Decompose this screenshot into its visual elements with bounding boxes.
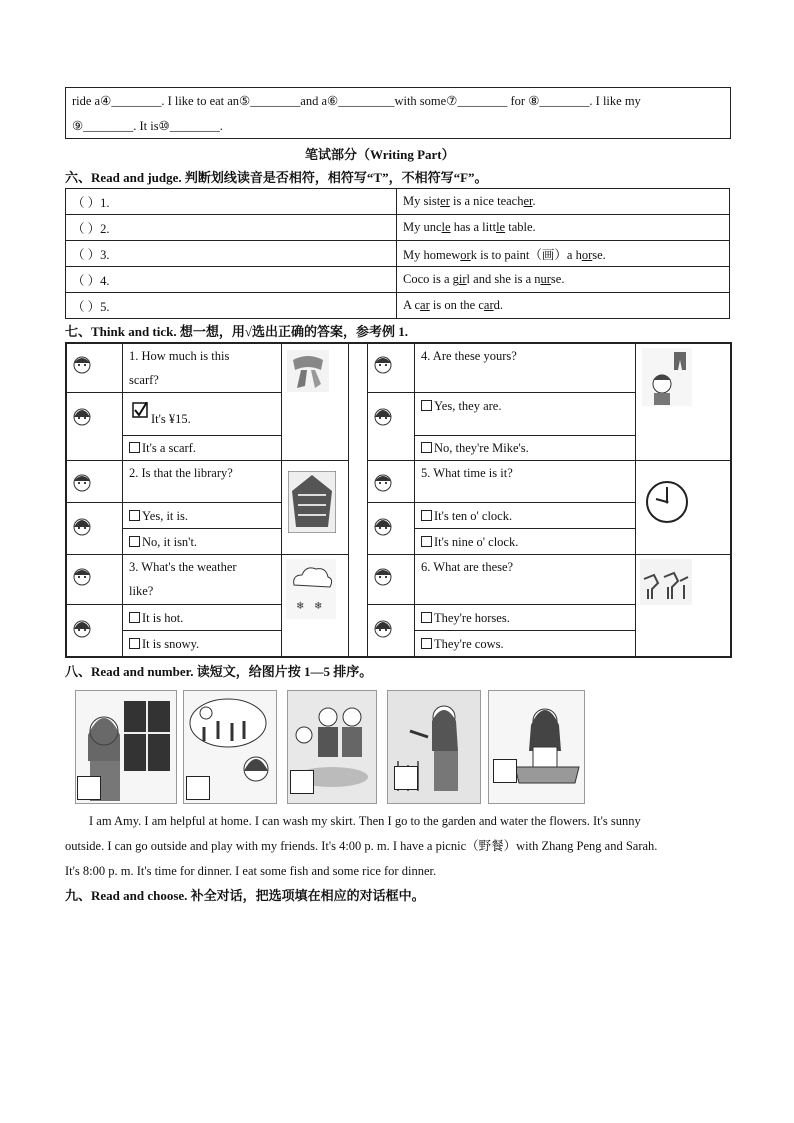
question-text: 1. How much is this xyxy=(129,349,230,363)
scarf-picture xyxy=(287,350,329,392)
checkbox-icon[interactable] xyxy=(421,612,432,623)
checkbox-icon[interactable] xyxy=(421,536,432,547)
library-picture xyxy=(288,471,336,533)
reading-passage xyxy=(65,809,730,884)
question-text: 6. What are these? xyxy=(421,560,514,574)
question-text: 5. What time is it? xyxy=(421,466,513,480)
answer-cell[interactable] xyxy=(122,392,282,436)
picture-panel-washing xyxy=(488,690,585,804)
svg-text:❄: ❄ xyxy=(314,601,323,612)
listening-line-2: ⑨________. It is⑩________. xyxy=(72,119,223,133)
washing-skirt-picture xyxy=(489,691,584,803)
clock-picture xyxy=(644,479,690,525)
question-text-cont: like? xyxy=(129,584,154,598)
answer-text: They're horses. xyxy=(434,611,510,625)
table-row xyxy=(66,189,730,215)
number-box-3[interactable] xyxy=(290,770,314,794)
picture-cell xyxy=(635,554,731,657)
checked-box-icon[interactable] xyxy=(132,402,148,418)
table-row xyxy=(66,267,730,293)
question-text: 3. What's the weather xyxy=(129,560,237,574)
boy-face-icon xyxy=(372,353,394,375)
table-row xyxy=(66,293,730,319)
picture-cell xyxy=(281,460,349,555)
judge-sentence: My homework is to paint（画）a horse. xyxy=(397,241,730,267)
girl-face-icon xyxy=(71,515,93,537)
answer-cell[interactable] xyxy=(414,630,636,657)
answer-cell[interactable] xyxy=(414,392,636,436)
answer-text: It's ¥15. xyxy=(151,412,191,426)
question-cell xyxy=(414,343,636,393)
section7-heading: 七、Think and tick. 想一想，用√选出正确的答案，参考例 1. xyxy=(65,324,409,339)
answer-cell[interactable] xyxy=(414,502,636,529)
judge-num[interactable]: （ ）1. xyxy=(66,189,397,215)
judge-sentence: My uncle has a little table. xyxy=(397,215,730,241)
question-text-cont: scarf? xyxy=(129,373,159,387)
checkbox-icon[interactable] xyxy=(421,510,432,521)
number-box-2[interactable] xyxy=(186,776,210,800)
boy-face-icon xyxy=(71,353,93,375)
picture-cell xyxy=(281,554,349,657)
checkbox-icon[interactable] xyxy=(129,638,140,649)
answer-cell[interactable] xyxy=(122,528,282,555)
column-divider xyxy=(348,343,368,657)
passage-line-2: outside. I can go outside and play with my friends. It's 4:00 p. m. I have a picnic（野餐）with Zhang Peng and Sarah. xyxy=(65,839,658,853)
picture-cell xyxy=(281,343,349,461)
answer-text: It is snowy. xyxy=(142,637,200,651)
answer-text: It's ten o' clock. xyxy=(434,509,513,523)
girl-face-icon xyxy=(372,617,394,639)
think-tick-grid xyxy=(65,342,732,658)
girl-face-icon xyxy=(372,405,394,427)
answer-text: Yes, it is. xyxy=(142,509,188,523)
answer-text: It is hot. xyxy=(142,611,184,625)
judge-num[interactable]: （ ）2. xyxy=(66,215,397,241)
answer-cell[interactable] xyxy=(122,435,282,461)
writing-part-title: 笔试部分（Writing Part） xyxy=(305,147,455,162)
number-box-1[interactable] xyxy=(77,776,101,800)
section9-heading: 九、Read and choose. 补全对话，把选项填在相应的对话框中。 xyxy=(65,888,425,903)
table-row xyxy=(66,241,730,267)
table-row xyxy=(66,215,730,241)
checkbox-icon[interactable] xyxy=(129,510,140,521)
number-box-5[interactable] xyxy=(493,759,517,783)
judge-table xyxy=(65,188,730,319)
boy-face-icon xyxy=(372,471,394,493)
answer-cell[interactable] xyxy=(414,604,636,631)
answer-text: It's nine o' clock. xyxy=(434,535,519,549)
question-text: 4. Are these yours? xyxy=(421,349,517,363)
answer-text: They're cows. xyxy=(434,637,504,651)
boy-face-icon xyxy=(372,565,394,587)
passage-line-1: I am Amy. I am helpful at home. I can wash my skirt. Then I go to the garden and water the flowers. It's sunny xyxy=(89,814,641,828)
judge-sentence: My sister is a nice teacher. xyxy=(397,189,730,215)
question-cell xyxy=(122,460,282,503)
girl-face-icon xyxy=(71,617,93,639)
picture-cell xyxy=(635,343,731,461)
girl-face-icon xyxy=(71,405,93,427)
answer-cell[interactable] xyxy=(414,528,636,555)
boy-face-icon xyxy=(71,471,93,493)
checkbox-icon[interactable] xyxy=(129,612,140,623)
judge-sentence: Coco is a girl and she is a nurse. xyxy=(397,267,730,293)
svg-text:❄: ❄ xyxy=(296,601,305,612)
judge-num[interactable]: （ ）3. xyxy=(66,241,397,267)
passage-line-3: It's 8:00 p. m. It's time for dinner. I eat some fish and some rice for dinner. xyxy=(65,864,437,878)
checkbox-icon[interactable] xyxy=(421,400,432,411)
checkbox-icon[interactable] xyxy=(129,442,140,453)
girl-face-icon xyxy=(372,515,394,537)
number-box-4[interactable] xyxy=(394,766,418,790)
pants-boy-picture xyxy=(642,348,692,406)
question-cell xyxy=(122,343,282,393)
checkbox-icon[interactable] xyxy=(421,638,432,649)
judge-sentence: A car is on the card. xyxy=(397,293,730,319)
answer-cell[interactable] xyxy=(122,502,282,529)
answer-text: It's a scarf. xyxy=(142,441,196,455)
listening-line-1: ride a④________. I like to eat an⑤________and a⑥_________with some⑦________ for ⑧________. I like my xyxy=(72,94,641,108)
animals-picture xyxy=(640,559,692,605)
boy-face-icon xyxy=(71,565,93,587)
checkbox-icon[interactable] xyxy=(421,442,432,453)
section8-heading: 八、Read and number. 读短文，给图片按 1—5 排序。 xyxy=(65,664,373,679)
judge-num[interactable]: （ ）4. xyxy=(66,267,397,293)
picture-cell xyxy=(635,460,731,555)
answer-text: No, it isn't. xyxy=(142,535,198,549)
checkbox-icon[interactable] xyxy=(129,536,140,547)
section6-heading: 六、Read and judge. 判断划线读音是否相符，相符写“T”，不相符写“F”。 xyxy=(65,170,488,185)
question-cell xyxy=(122,554,282,605)
answer-cell[interactable] xyxy=(122,630,282,657)
answer-cell[interactable] xyxy=(122,604,282,631)
answer-text: No, they're Mike's. xyxy=(434,441,529,455)
answer-text: Yes, they are. xyxy=(434,399,502,413)
question-cell xyxy=(414,460,636,503)
snow-cloud-picture xyxy=(286,559,336,619)
judge-num[interactable]: （ ）5. xyxy=(66,293,397,319)
question-cell xyxy=(414,554,636,605)
question-text: 2. Is that the library? xyxy=(129,466,233,480)
answer-cell[interactable] xyxy=(414,435,636,461)
